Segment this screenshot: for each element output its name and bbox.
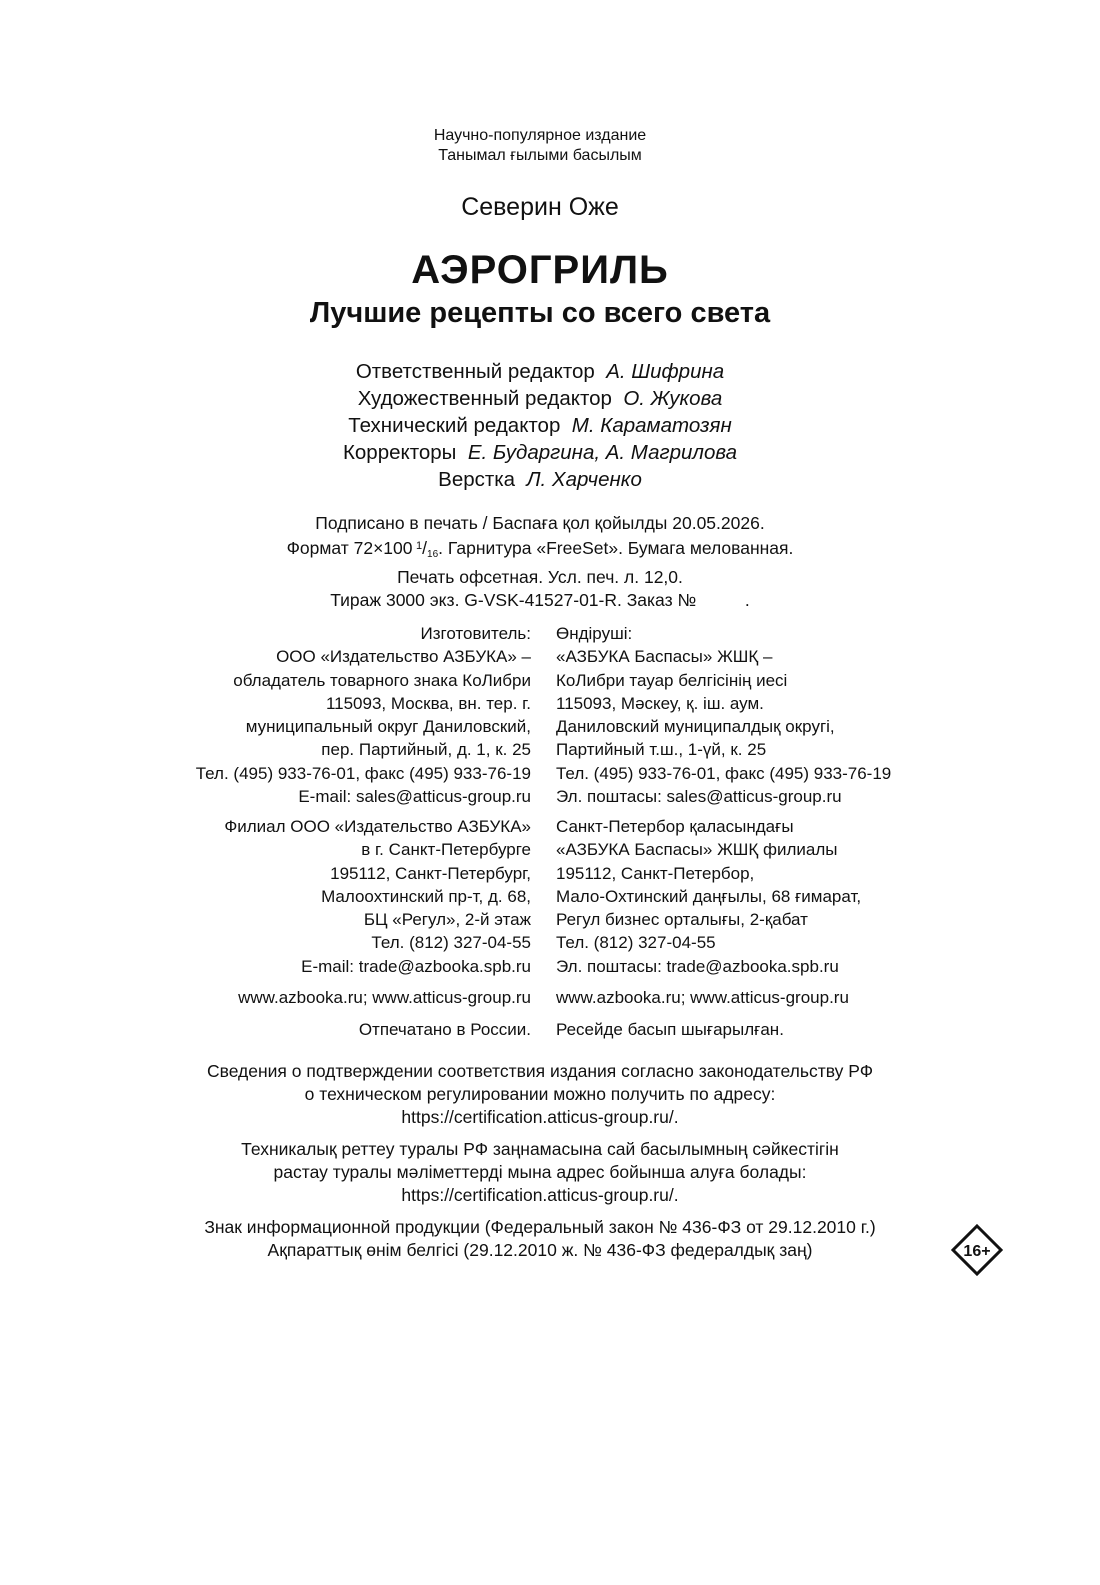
certification-url: https://certification.atticus-group.ru/.	[401, 1107, 679, 1127]
format-numerator: 1	[416, 540, 423, 552]
branch-ru	[0, 815, 531, 978]
manufacturer-line: Даниловский муниципалдық округі,	[556, 717, 835, 737]
format-suffix: . Гарнитура «FreeSet». Бумага мелованная.	[438, 538, 794, 558]
manufacturer-line: пер. Партийный, д. 1, к. 25	[321, 740, 531, 760]
manufacturer-line: Өндіруші:	[556, 624, 633, 643]
author-name: Северин Оже	[461, 193, 619, 221]
branch-line: Филиал ООО «Издательство АЗБУКА»	[224, 817, 531, 836]
branch-line: Санкт-Петербор қаласындағы	[556, 817, 794, 836]
genre-kz: Танымал ғылыми басылым	[438, 147, 642, 164]
credit-name: А. Шифрина	[606, 360, 725, 383]
print-info	[0, 512, 1080, 612]
manufacturer-line: E-mail: sales@atticus-group.ru	[298, 787, 531, 807]
credits-block	[0, 358, 1080, 493]
manufacturer-line: 115093, Мәскеу, қ. іш. аум.	[556, 693, 764, 713]
printed-ru: Отпечатано в России.	[358, 1020, 531, 1039]
credit-line	[0, 412, 1080, 439]
credit-name: Л. Харченко	[526, 468, 642, 491]
certification-line: Техникалық реттеу туралы РФ заңнамасына сай басылымның сәйкестігін	[241, 1139, 839, 1159]
printed-kz: Ресейде басып шығарылған.	[556, 1020, 784, 1039]
age-notice-kz: Ақпараттық өнім белгісі (29.12.2010 ж. № 436-ФЗ федералдық заң)	[267, 1240, 813, 1260]
manufacturer-line: Изготовитель:	[420, 624, 531, 643]
manufacturer-line: КоЛибри тауар белгісінің иесі	[556, 670, 788, 690]
print-signed: Подписано в печать / Баспаға қол қойылды 20.05.2026.	[315, 513, 765, 533]
branch-line: Малоохтинский пр-т, д. 68,	[321, 886, 531, 906]
branch-line: 195112, Санкт-Петербор,	[556, 863, 755, 883]
branch-line: Тел. (812) 327-04-55	[371, 933, 531, 953]
book-subtitle: Лучшие рецепты со всего света	[309, 297, 771, 329]
manufacturer-kz	[556, 622, 1086, 808]
branch-line: в г. Санкт-Петербурге	[361, 840, 531, 860]
print-method: Печать офсетная. Усл. печ. л. 12,0.	[397, 567, 683, 587]
manufacturer-line: обладатель товарного знака КоЛибри	[233, 670, 531, 690]
print-run: Тираж 3000 экз. G-VSK-41527-01-R. Заказ № .	[330, 590, 750, 610]
certification-line: растау туралы мәліметтерді мына адрес бойынша алуға болады:	[273, 1162, 807, 1182]
branch-line: E-mail: trade@azbooka.spb.ru	[301, 956, 531, 976]
manufacturer-line: Партийный т.ш., 1-үй, к. 25	[556, 740, 767, 760]
manufacturer-line: 115093, Москва, вн. тер. г.	[325, 693, 531, 713]
age-rating-text: 16+	[963, 1243, 991, 1260]
websites-kz: www.azbooka.ru; www.atticus-group.ru	[556, 988, 849, 1007]
print-format	[0, 535, 1080, 566]
certification-line: о техническом регулировании можно получить по адресу:	[304, 1084, 776, 1104]
credit-line	[0, 358, 1080, 385]
credit-role: Технический редактор	[348, 414, 561, 437]
branch-line: 195112, Санкт-Петербург,	[330, 863, 531, 883]
branch-kz	[556, 815, 1086, 978]
credit-role: Верстка	[438, 468, 516, 491]
branch-line: Тел. (812) 327-04-55	[556, 933, 716, 953]
certification-line: Сведения о подтверждении соответствия издания согласно законодательству РФ	[206, 1061, 874, 1081]
format-denominator: 16	[427, 549, 439, 560]
branch-line: БЦ «Регул», 2-й этаж	[363, 910, 531, 930]
credit-name: О. Жукова	[623, 387, 723, 410]
age-rating-badge	[951, 1224, 1003, 1276]
book-title: АЭРОГРИЛЬ	[411, 248, 669, 292]
manufacturer-line: Тел. (495) 933-76-01, факс (495) 933-76-19	[195, 763, 531, 783]
genre-block	[0, 126, 1080, 166]
credit-name: М. Караматозян	[571, 414, 732, 437]
certification-ru	[0, 1060, 1080, 1129]
manufacturer-line: Эл. поштасы: sales@atticus-group.ru	[556, 787, 842, 807]
branch-line: Регул бизнес орталығы, 2-қабат	[556, 910, 808, 930]
branch-line: «АЗБУКА Баспасы» ЖШҚ филиалы	[556, 840, 838, 860]
credit-line	[0, 466, 1080, 493]
manufacturer-line: муниципальный округ Даниловский,	[245, 717, 531, 737]
branch-line: Мало-Охтинский даңғылы, 68 ғимарат,	[556, 886, 862, 906]
format-slash: /	[422, 538, 428, 558]
manufacturer-line: «АЗБУКА Баспасы» ЖШҚ –	[556, 647, 773, 667]
format-prefix: Формат 72×100	[286, 538, 413, 558]
certification-kz	[0, 1138, 1080, 1207]
credit-role: Корректоры	[342, 441, 457, 464]
websites-ru: www.azbooka.ru; www.atticus-group.ru	[238, 988, 531, 1007]
certification-url: https://certification.atticus-group.ru/.	[401, 1185, 679, 1205]
credit-role: Ответственный редактор	[355, 360, 595, 383]
branch-line: Эл. поштасы: trade@azbooka.spb.ru	[556, 956, 839, 976]
manufacturer-line: Тел. (495) 933-76-01, факс (495) 933-76-19	[556, 763, 892, 783]
age-notice	[0, 1216, 1080, 1262]
manufacturer-ru	[0, 622, 531, 808]
credit-line	[0, 385, 1080, 412]
manufacturer-line: ООО «Издательство АЗБУКА» –	[276, 647, 531, 667]
credit-role: Художественный редактор	[357, 387, 612, 410]
credit-name: Е. Бударгина, А. Магрилова	[467, 441, 738, 464]
genre-ru: Научно-популярное издание	[433, 127, 647, 144]
credit-line	[0, 439, 1080, 466]
age-notice-ru: Знак информационной продукции (Федеральный закон № 436-ФЗ от 29.12.2010 г.)	[204, 1217, 876, 1237]
